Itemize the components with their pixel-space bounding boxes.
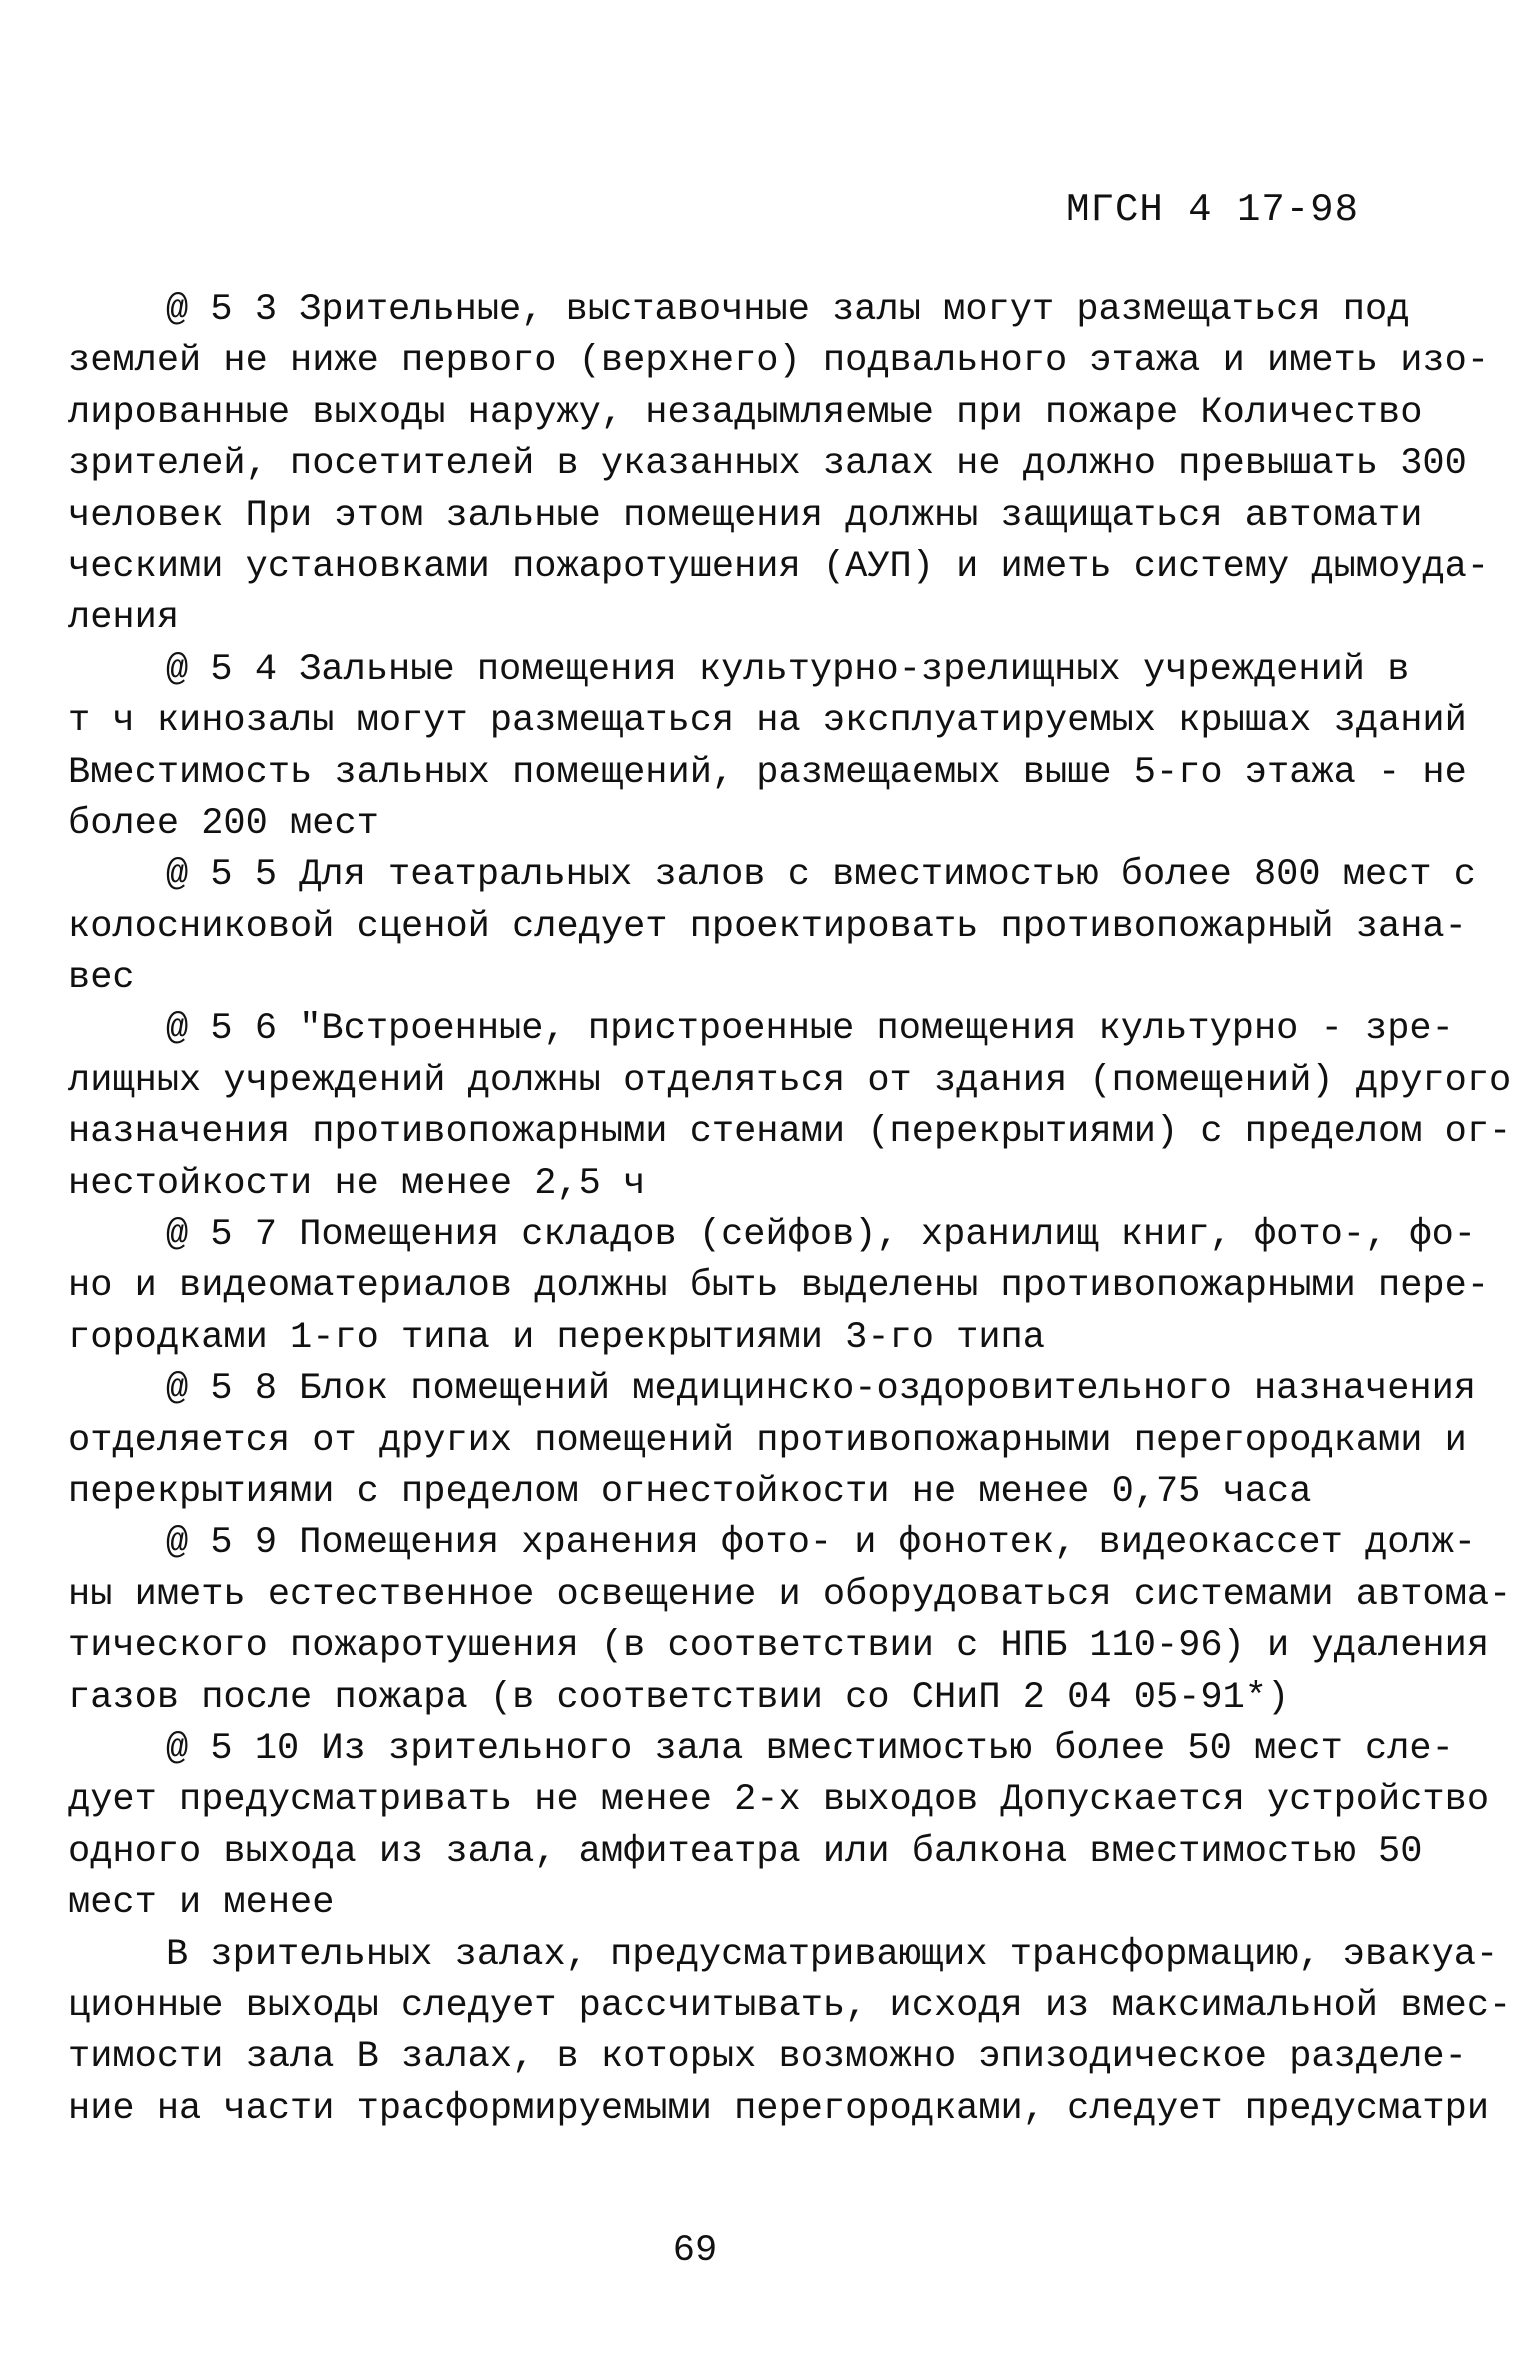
text-line: нестойкости не менее 2,5 ч [68, 1162, 646, 1205]
text-line: дует предусматривать не менее 2-х выходов Допускается устройство [68, 1779, 1490, 1822]
text-line: лированные выходы наружу, незадымляемые при пожаре Количество [68, 391, 1423, 434]
text-line: колосниковой сценой следует проектировать противопожарный зана- [68, 905, 1467, 948]
paragraph [68, 1518, 1512, 1724]
text-line: @ 5 5 Для театральных залов с вместимостью более 800 мест с [166, 854, 1477, 897]
paragraph [68, 645, 1467, 851]
document-code-header: МГСН 4 17-98 [1066, 188, 1359, 232]
text-line: человек При этом зальные помещения должны защищаться автомати [68, 494, 1423, 537]
text-line: @ 5 8 Блок помещений медицинско-оздоровительного назначения [166, 1368, 1477, 1411]
text-line: @ 5 7 Помещения складов (сейфов), хранилищ книг, фото-, фо- [166, 1214, 1477, 1257]
text-line: отделяется от других помещений противопожарными перегородками и [68, 1419, 1467, 1462]
text-line: зрителей, посетителей в указанных залах не должно превышать 300 [68, 443, 1467, 486]
text-line: ческими установками пожаротушения (АУП) и иметь систему дымоуда- [68, 545, 1490, 588]
text-line: ны иметь естественное освещение и оборудоваться системами автома- [68, 1573, 1512, 1616]
text-line: мест и менее [68, 1882, 335, 1925]
text-line: @ 5 6 "Встроенные, пристроенные помещения культурно - зре- [166, 1008, 1454, 1051]
text-line: городками 1-го типа и перекрытиями 3-го типа [68, 1316, 1045, 1359]
text-line: вес [68, 957, 135, 1000]
text-line: @ 5 9 Помещения хранения фото- и фонотек, видеокассет долж- [166, 1522, 1477, 1565]
text-line: лищных учреждений должны отделяться от здания (помещений) другого [68, 1059, 1512, 1102]
document-body [68, 285, 1512, 2135]
text-line: ние на части трасформируемыми перегородками, следует предусматри [68, 2087, 1490, 2130]
text-line: назначения противопожарными стенами (перекрытиями) с пределом ог- [68, 1111, 1512, 1154]
text-line: но и видеоматериалов должны быть выделены противопожарными пере- [68, 1265, 1490, 1308]
text-line: В зрительных залах, предусматривающих трансформацию, эвакуа- [166, 1933, 1499, 1976]
text-line: тического пожаротушения (в соответствии с НПБ 110-96) и удаления [68, 1625, 1490, 1668]
text-line: тимости зала В залах, в которых возможно эпизодическое разделе- [68, 2036, 1467, 2079]
text-line: Вместимость зальных помещений, размещаемых выше 5-го этажа - не [68, 751, 1467, 794]
paragraph [68, 1210, 1490, 1364]
text-line: @ 5 10 Из зрительного зала вместимостью более 50 мест сле- [166, 1727, 1454, 1770]
text-line: одного выхода из зала, амфитеатра или балкона вместимостью 50 [68, 1830, 1423, 1873]
text-line: @ 5 3 Зрительные, выставочные залы могут размещаться под [166, 289, 1410, 331]
paragraph [68, 1724, 1490, 1930]
paragraph [68, 1930, 1512, 2136]
text-line: перекрытиями с пределом огнестойкости не менее 0,75 часа [68, 1470, 1312, 1513]
text-line: газов после пожара (в соответствии со СНиП 2 04 05-91*) [68, 1676, 1290, 1719]
paragraph [68, 850, 1477, 1004]
text-line: более 200 мест [68, 802, 379, 845]
text-line: ления [68, 597, 180, 640]
text-line: т ч кинозалы могут размещаться на эксплуатируемых крышах зданий [68, 700, 1467, 743]
text-line: ционные выходы следует рассчитывать, исходя из максимальной вмес- [68, 1984, 1512, 2027]
text-line: землей не ниже первого (верхнего) подвального этажа и иметь изо- [68, 340, 1490, 383]
text-line: @ 5 4 Зальные помещения культурно-зрелищных учреждений в [166, 648, 1410, 691]
paragraph [68, 285, 1490, 645]
paragraph [68, 1364, 1477, 1518]
page-number: 69 [672, 2230, 718, 2272]
paragraph [68, 1004, 1512, 1210]
